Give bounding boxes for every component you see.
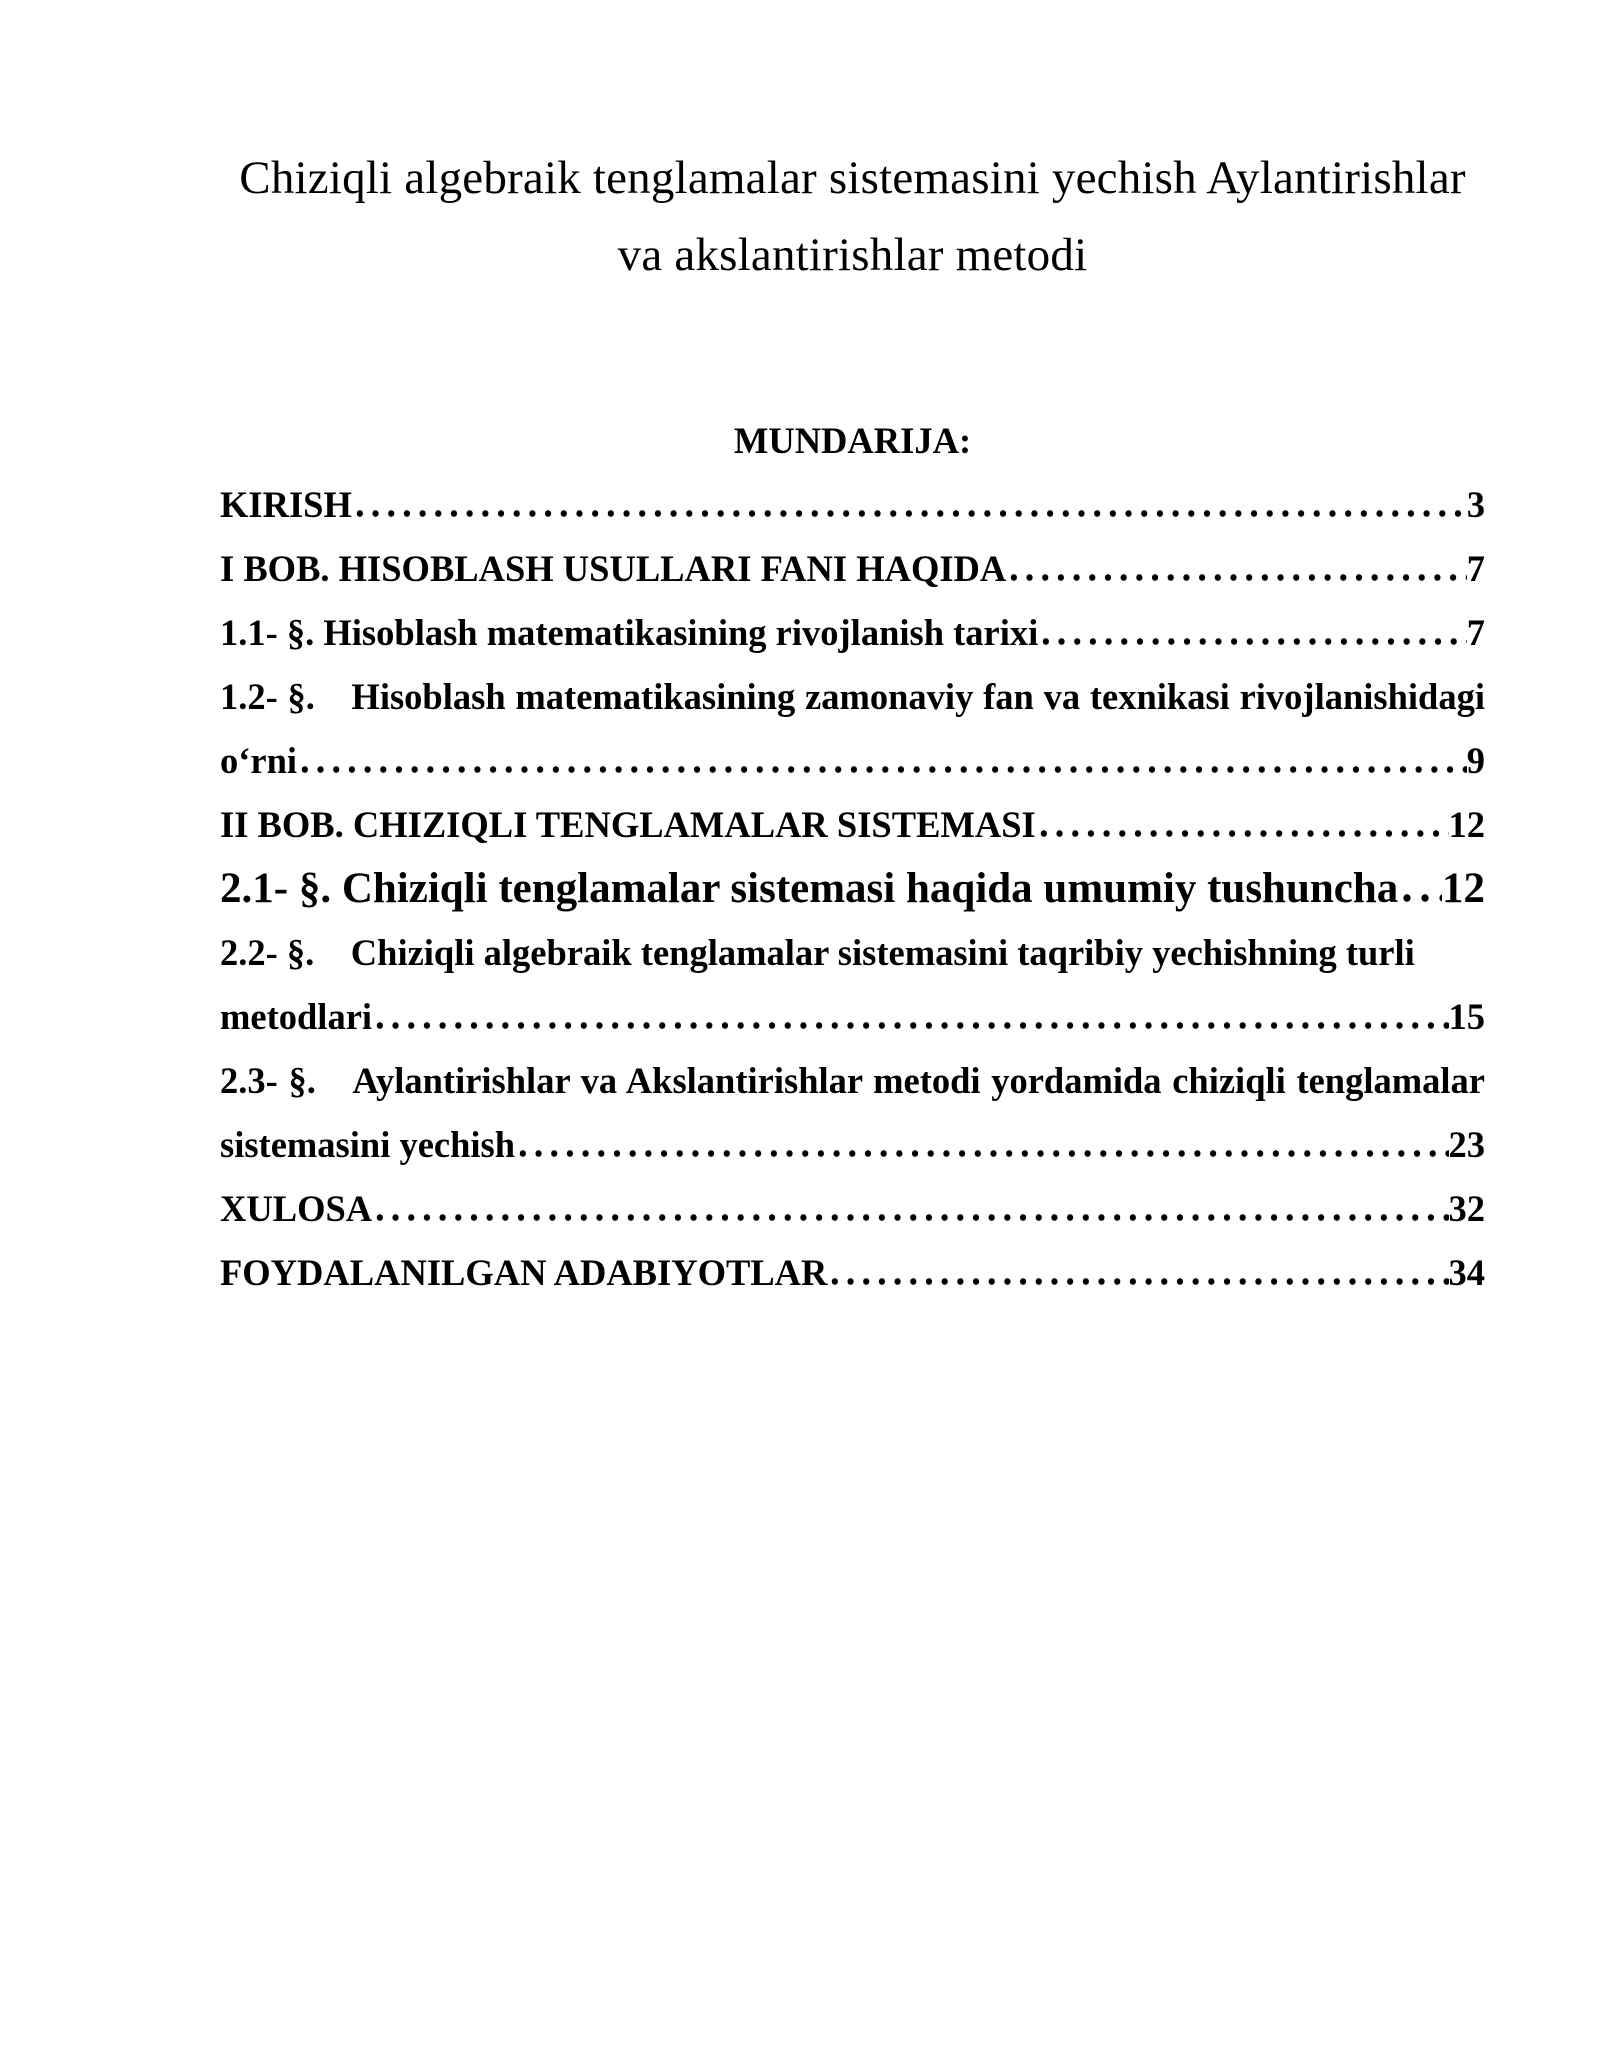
toc-row-1-1 bbox=[220, 601, 1485, 665]
toc-entry-page: 23 bbox=[1448, 1124, 1485, 1165]
toc-entry-label: o‘rni bbox=[220, 740, 298, 781]
toc-entry-label: 1.1- §. Hisoblash matematikasining rivojlanish tarixi bbox=[220, 612, 1039, 653]
toc-entry-page: 34 bbox=[1448, 1252, 1485, 1293]
dot-leader bbox=[352, 510, 1467, 517]
toc-row-kirish bbox=[220, 473, 1485, 537]
toc-row-xulosa bbox=[220, 1177, 1485, 1241]
toc-entry-label: 2.1- §. Chiziqli tenglamalar sistemasi haqida umumiy tushuncha bbox=[220, 865, 1399, 912]
dot-leader bbox=[1038, 638, 1466, 645]
toc-entry-label: I BOB. HISOBLASH USULLARI FANI HAQIDA bbox=[220, 548, 1007, 589]
dot-leader bbox=[1036, 830, 1449, 837]
toc-entry-label: II BOB. CHIZIQLI TENGLAMALAR SISTEMASI bbox=[220, 804, 1036, 845]
toc-entry-label: metodlari bbox=[220, 996, 373, 1037]
toc-heading: MUNDARIJA: bbox=[733, 420, 972, 461]
toc-row-2-1 bbox=[220, 857, 1485, 921]
toc-entry-page: 12 bbox=[1448, 804, 1485, 845]
toc-entry-page: 7 bbox=[1466, 612, 1485, 653]
toc-row-1-2-first-line: 1.2- §. Hisoblash matematikasining zamonaviy fan va texnikasi rivojlanishidagi bbox=[220, 676, 1485, 717]
dot-leader bbox=[515, 1150, 1448, 1157]
dot-leader bbox=[372, 1022, 1448, 1029]
toc-entry-label: FOYDALANILGAN ADABIYOTLAR bbox=[220, 1252, 828, 1293]
toc-entry-label: XULOSA bbox=[220, 1188, 373, 1229]
toc-row-2-3-first-line: 2.3- §. Aylantirishlar va Akslantirishlar metodi yordamida chiziqli tenglamalar bbox=[220, 1060, 1485, 1101]
toc-row-bob-2 bbox=[220, 793, 1485, 857]
dot-leader bbox=[372, 1214, 1448, 1221]
toc-entry-page: 7 bbox=[1466, 548, 1485, 589]
toc-entry-page: 12 bbox=[1442, 865, 1485, 912]
toc-entry-page: 3 bbox=[1466, 484, 1485, 525]
toc-entry-label: sistemasini yechish bbox=[220, 1124, 516, 1165]
dot-leader bbox=[827, 1278, 1448, 1285]
document-title-line-1: Chiziqli algebraik tenglamalar sistemasini yechish Aylantirishlar bbox=[239, 152, 1466, 204]
toc-entry-page: 32 bbox=[1448, 1188, 1485, 1229]
table-of-contents bbox=[220, 409, 1485, 1305]
dot-leader bbox=[1398, 894, 1442, 902]
toc-row-2-3-continuation bbox=[220, 1113, 1485, 1177]
toc-entry-label: KIRISH bbox=[220, 484, 352, 525]
dot-leader bbox=[1006, 574, 1466, 581]
toc-entry-page: 15 bbox=[1448, 996, 1485, 1037]
toc-row-adabiyotlar bbox=[220, 1241, 1485, 1305]
toc-entry-page: 9 bbox=[1466, 740, 1485, 781]
toc-row-1-2-continuation bbox=[220, 729, 1485, 793]
document-title-line-2: va akslantirishlar metodi bbox=[617, 229, 1088, 281]
toc-row-bob-1 bbox=[220, 537, 1485, 601]
document-title bbox=[220, 140, 1485, 294]
dot-leader bbox=[297, 766, 1467, 773]
toc-row-2-2-first-line: 2.2- §. Chiziqli algebraik tenglamalar sistemasini taqribiy yechishning turli bbox=[220, 932, 1415, 973]
toc-row-2-2-continuation bbox=[220, 985, 1485, 1049]
